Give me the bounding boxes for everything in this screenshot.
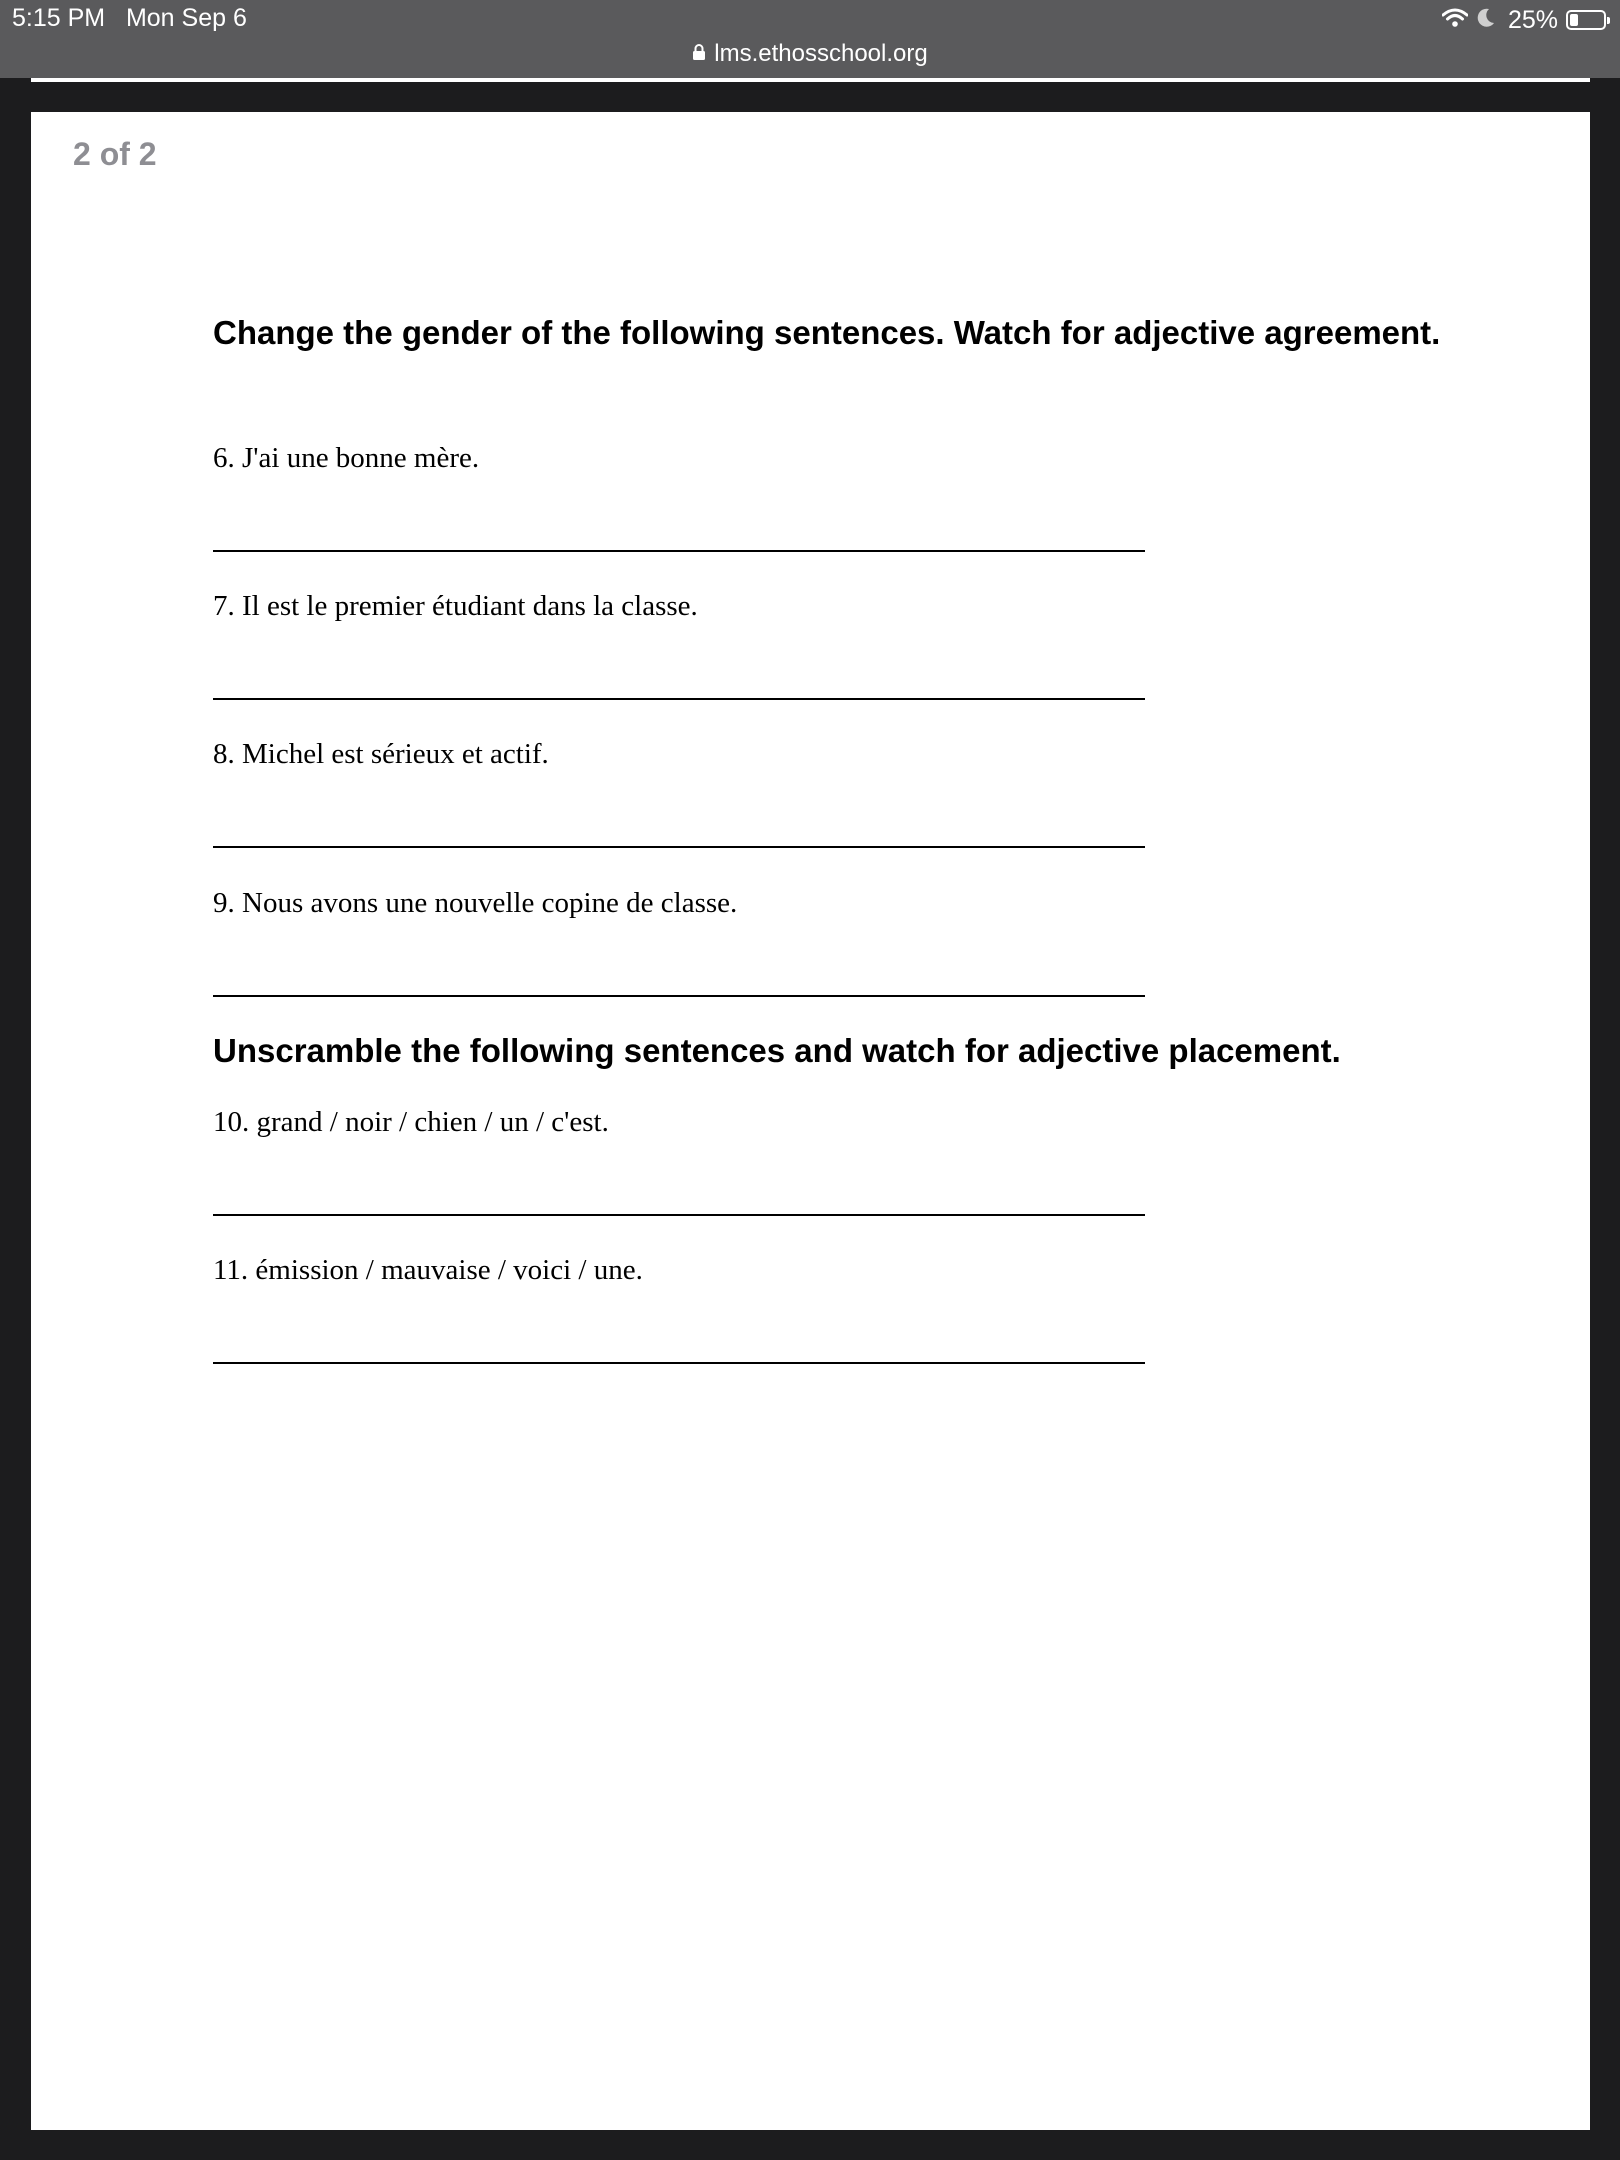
battery-icon [1566,10,1606,30]
status-indicators [1442,4,1606,36]
answer-line-8[interactable] [213,846,1145,848]
page-indicator: 2 of 2 [73,136,157,172]
question-11: 11. émission / mauvaise / voici / une. [213,1254,643,1286]
url-text[interactable]: lms.ethosschool.org [714,40,928,67]
answer-line-10[interactable] [213,1214,1145,1216]
answer-line-6[interactable] [213,550,1145,552]
status-time: 5:15 PM [12,4,106,32]
address-bar[interactable] [0,36,1620,72]
section-heading-unscramble: Unscramble the following sentences and watch for adjective placement. [213,1032,1341,1069]
battery-level [1570,14,1578,26]
document-page [31,112,1590,2130]
battery-percent: 25% [1507,5,1558,34]
status-date: Mon Sep 6 [125,4,247,32]
answer-line-9[interactable] [213,995,1145,997]
question-7: 7. Il est le premier étudiant dans la classe. [213,590,698,622]
lock-icon [692,43,706,66]
question-8: 8. Michel est sérieux et actif. [213,738,549,770]
wifi-icon [1442,8,1468,33]
status-time-date [12,4,247,33]
answer-line-7[interactable] [213,698,1145,700]
section-heading-gender: Change the gender of the following sentences. Watch for adjective agreement. [213,314,1441,351]
moon-icon [1476,7,1496,34]
question-10: 10. grand / noir / chien / un / c'est. [213,1106,609,1138]
question-9: 9. Nous avons une nouvelle copine de classe. [213,887,738,919]
question-6: 6. J'ai une bonne mère. [213,442,480,474]
answer-line-11[interactable] [213,1362,1145,1364]
page-load-progress [31,78,1590,82]
